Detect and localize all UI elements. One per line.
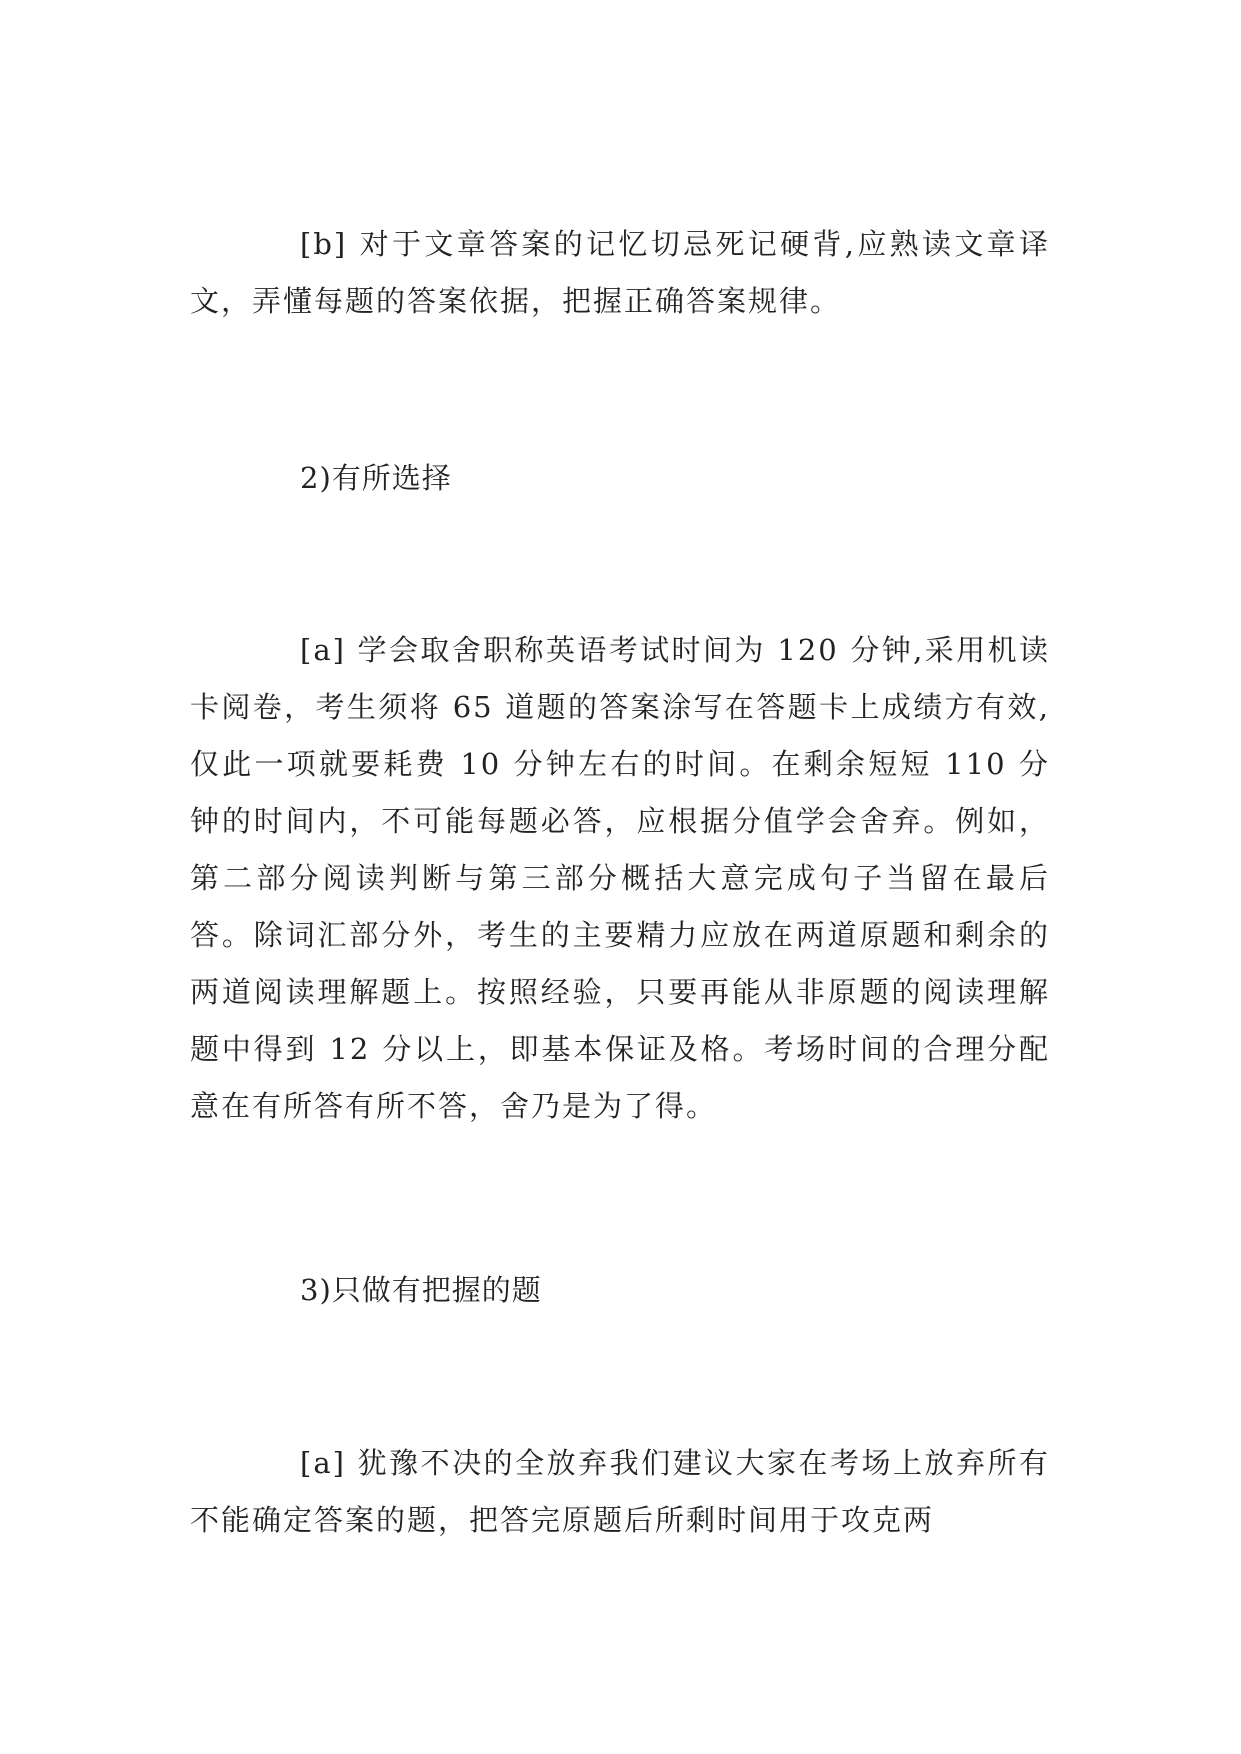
paragraph-abandon-uncertain: [a] 犹豫不决的全放弃我们建议大家在考场上放弃所有不能确定答案的题，把答完原题后所剩时间用于攻克两: [190, 1446, 1050, 1537]
paragraph-time-tradeoff: [a] 学会取舍职称英语考试时间为 120 分钟,采用机读卡阅卷，考生须将 65 道题的答案涂写在答题卡上成绩方有效,仅此一项就要耗费 10 分钟左右的时间。在剩余短短 110 分钟的时间内，不可能每题必答，应根据分值学会舍弃。例如，第二部分阅读判断与第三部分概括大意完成句子当留在最后答。除词汇部分外，考生的主要精力应放在两道原题和剩余的两道阅读理解题上。按照经验，只要再能从非原题的阅读理解题中得到 12 分以上，即基本保证及格。考场时间的合理分配意在有所答有所不答，舍乃是为了得。: [190, 633, 1050, 1123]
section-heading-selective: 2)有所选择: [300, 461, 452, 495]
section-heading-confident-only: 3)只做有把握的题: [300, 1273, 542, 1307]
paragraph-answer-memory: [b] 对于文章答案的记忆切忌死记硬背,应熟读文章译文，弄懂每题的答案依据，把握正确答案规律。: [190, 227, 1050, 318]
